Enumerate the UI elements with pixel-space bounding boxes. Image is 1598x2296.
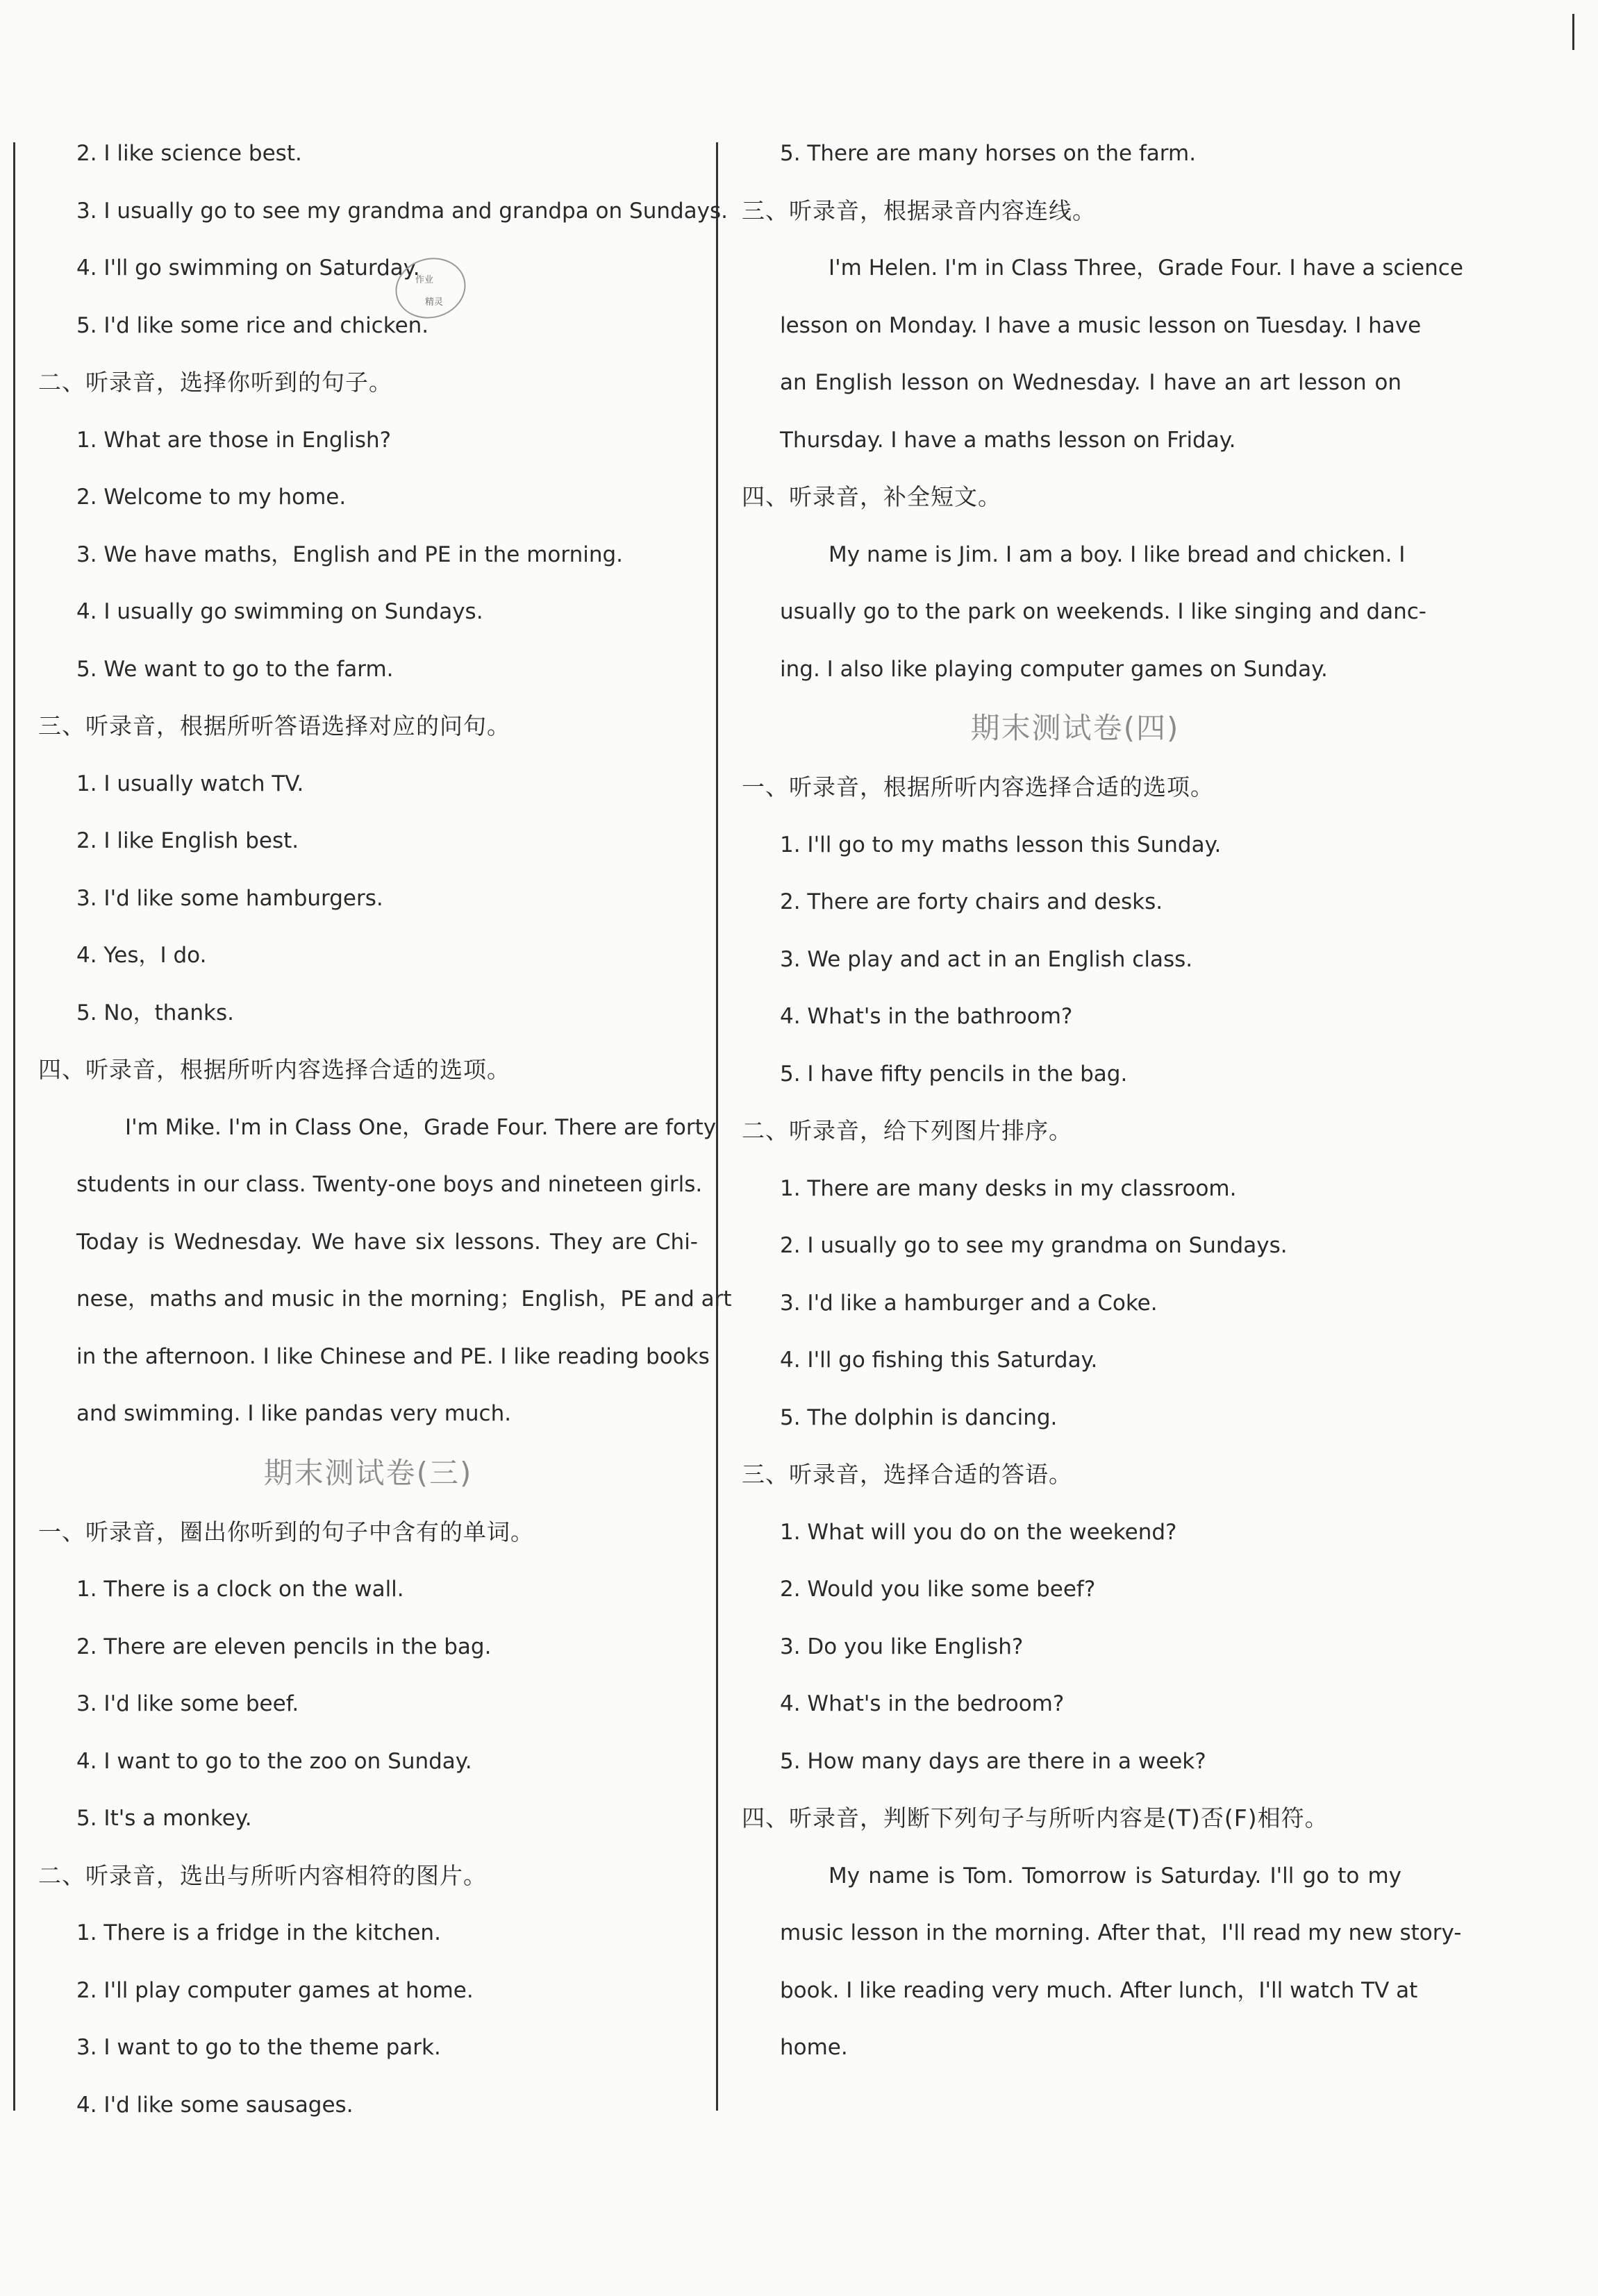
question-item: 5. How many days are there in a week? xyxy=(780,1748,1206,1774)
passage-line: My name is Jim. I am a boy. I like bread and chicken. I xyxy=(829,542,1406,567)
question-item: 4. What's in the bathroom? xyxy=(780,1004,1073,1029)
passage-line: Thursday. I have a maths lesson on Friday. xyxy=(780,427,1236,453)
passage-line: I'm Mike. I'm in Class One，Grade Four. There are forty xyxy=(125,1114,717,1140)
question-item: 4. What's in the bedroom? xyxy=(780,1691,1065,1716)
section-heading: 二、听录音，给下列图片排序。 xyxy=(742,1117,1072,1144)
question-item: 1. What are those in English? xyxy=(76,427,392,453)
question-item: 2. I usually go to see my grandma on Sundays. xyxy=(780,1233,1288,1258)
passage-line: usually go to the park on weekends. I like singing and danc- xyxy=(780,599,1426,624)
question-item: 5. It's a monkey. xyxy=(76,1806,252,1831)
question-item: 4. I'll go swimming on Saturday. xyxy=(76,255,420,280)
question-item: 1. There are many desks in my classroom. xyxy=(780,1175,1237,1201)
passage-line: in the afternoon. I like Chinese and PE. I like reading books xyxy=(76,1343,710,1369)
question-item: 5. I have fifty pencils in the bag. xyxy=(780,1061,1128,1087)
question-item: 3. I want to go to the theme park. xyxy=(76,2035,441,2060)
question-item: 3. We have maths，English and PE in the morning. xyxy=(76,542,624,567)
section-heading: 一、听录音，根据所听内容选择合适的选项。 xyxy=(742,773,1214,801)
question-item: 4. I'll go fishing this Saturday. xyxy=(780,1348,1098,1373)
question-item: 4. Yes，I do. xyxy=(76,943,207,968)
question-item: 2. There are eleven pencils in the bag. xyxy=(76,1634,492,1659)
question-item: 5. The dolphin is dancing. xyxy=(780,1405,1058,1430)
left-margin-rule xyxy=(13,142,15,2111)
question-item: 4. I'd like some sausages. xyxy=(76,2092,353,2118)
passage-line: Today is Wednesday. We have six lessons. They are Chi- xyxy=(76,1229,698,1255)
section-heading: 三、听录音，根据所听答语选择对应的问句。 xyxy=(38,712,510,739)
section-heading: 一、听录音，圈出你听到的句子中含有的单词。 xyxy=(38,1518,534,1545)
corner-mark xyxy=(1572,14,1574,50)
question-item: 1. I'll go to my maths lesson this Sunday. xyxy=(780,832,1222,857)
passage-line: I'm Helen. I'm in Class Three，Grade Four. I have a science xyxy=(829,255,1463,280)
question-item: 1. What will you do on the weekend? xyxy=(780,1519,1177,1545)
question-item: 2. Welcome to my home. xyxy=(76,485,347,510)
left-column xyxy=(38,125,732,2134)
section-heading: 四、听录音，补全短文。 xyxy=(742,483,1001,510)
question-item: 4. I usually go swimming on Sundays. xyxy=(76,599,483,624)
watermark-stamp-icon xyxy=(389,246,472,330)
question-item: 4. I want to go to the zoo on Sunday. xyxy=(76,1748,472,1774)
question-item: 2. There are forty chairs and desks. xyxy=(780,889,1163,914)
right-column xyxy=(742,125,1463,2077)
question-item: 5. We want to go to the farm. xyxy=(76,656,394,682)
section-heading: 二、听录音，选出与所听内容相符的图片。 xyxy=(38,1861,487,1889)
question-item: 3. I'd like a hamburger and a Coke. xyxy=(780,1290,1158,1316)
question-item: 3. I'd like some beef. xyxy=(76,1691,299,1716)
test-title: 期末测试卷(三) xyxy=(263,1455,473,1490)
question-item: 3. I usually go to see my grandma and grandpa on Sundays. xyxy=(76,198,729,224)
question-item: 3. Do you like English? xyxy=(780,1634,1024,1659)
stamp-text-top: 作业 xyxy=(415,275,434,285)
passage-line: students in our class. Twenty-one boys and nineteen girls. xyxy=(76,1172,703,1197)
question-item: 1. There is a clock on the wall. xyxy=(76,1577,404,1602)
question-item: 3. I'd like some hamburgers. xyxy=(76,885,383,911)
stamp-text-bottom: 精灵 xyxy=(425,297,444,308)
question-item: 2. Would you like some beef? xyxy=(780,1577,1096,1602)
question-item: 1. There is a fridge in the kitchen. xyxy=(76,1920,441,1945)
passage-line: music lesson in the morning. After that，I'll read my new story- xyxy=(780,1920,1462,1945)
section-heading: 三、听录音，选择合适的答语。 xyxy=(742,1461,1072,1488)
section-heading: 四、听录音，根据所听内容选择合适的选项。 xyxy=(38,1056,510,1083)
question-item: 5. No，thanks. xyxy=(76,1000,234,1025)
column-divider xyxy=(716,142,718,2111)
passage-line: ing. I also like playing computer games on Sunday. xyxy=(780,656,1328,682)
passage-line: nese，maths and music in the morning；English，PE and art xyxy=(76,1287,732,1312)
question-item: 2. I like English best. xyxy=(76,828,299,853)
question-item: 5. I'd like some rice and chicken. xyxy=(76,312,429,338)
passage-line: My name is Tom. Tomorrow is Saturday. I'll go to my xyxy=(829,1863,1401,1888)
question-item: 5. There are many horses on the farm. xyxy=(780,141,1197,166)
question-item: 2. I like science best. xyxy=(76,141,302,166)
passage-line: home. xyxy=(780,2035,848,2060)
passage-line: lesson on Monday. I have a music lesson on Tuesday. I have xyxy=(780,312,1422,338)
section-heading: 三、听录音，根据录音内容连线。 xyxy=(742,196,1096,224)
section-heading: 二、听录音，选择你听到的句子。 xyxy=(38,369,392,396)
passage-line: book. I like reading very much. After lunch，I'll watch TV at xyxy=(780,1977,1418,2003)
test-title: 期末测试卷(四) xyxy=(970,711,1180,745)
question-item: 1. I usually watch TV. xyxy=(76,771,304,796)
passage-line: an English lesson on Wednesday. I have an art lesson on xyxy=(780,370,1401,395)
section-heading: 四、听录音，判断下列句子与所听内容是(T)否(F)相符。 xyxy=(742,1804,1329,1832)
passage-line: and swimming. I like pandas very much. xyxy=(76,1401,512,1426)
question-item: 3. We play and act in an English class. xyxy=(780,946,1193,972)
question-item: 2. I'll play computer games at home. xyxy=(76,1977,474,2003)
